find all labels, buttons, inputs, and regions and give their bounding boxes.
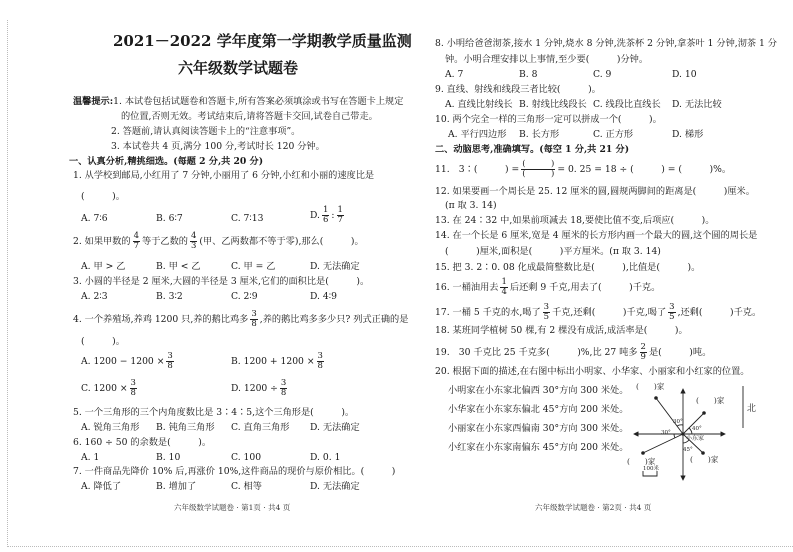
q2-option-d: D. 无法确定 (310, 261, 360, 272)
question-18: 18. 某班同学植树 50 棵,有 2 棵没有成活,成活率是( )。 (435, 325, 688, 336)
q12-text-2: (π 取 3. 14) (445, 200, 497, 211)
question-19: 19. 30 千克比 25 千克多( )%,比 27 吨多 $\frac{2}{9}$ 是( )吨。 (435, 342, 712, 362)
ray-xiaoming (656, 398, 683, 434)
q4-option-d: D. 1200 ÷ $\frac{3}{8}$ (231, 378, 287, 398)
q4-option-a: A. 1200 − 1200 × $\frac{3}{8}$ (81, 351, 173, 371)
q4-blank: ( )。 (81, 336, 125, 347)
q3-option-d: D. 4∶9 (310, 291, 337, 302)
q6-option-d: D. 0. 1 (310, 452, 341, 463)
q1-option-d: D. $\frac{1}{6}$ : $\frac{1}{7}$ (310, 205, 343, 225)
q1-blank: ( )。 (81, 191, 125, 202)
section-1-heading: 一、认真分析,精挑细选。(每题 2 分,共 20 分) (69, 156, 264, 167)
q4-text: 4. 一个养殖场,养鸡 1200 只,养的鹅比鸡多 $\frac{3}{8}$ ,养的鹅比鸡多多少只? 列式正确的是 (73, 309, 409, 329)
q20-desc-1: 小明家在小东家北偏西 30°方向 300 米处。 (448, 385, 629, 396)
q9-option-b: B. 射线比线段长 (519, 99, 587, 110)
tip-2: 2. 答题前,请认真阅读答题卡上的“注意事项”。 (111, 126, 301, 137)
angle-45-se: 45° (683, 447, 693, 453)
q20-text: 20. 根据下面的描述,在右图中标出小明家、小华家、小丽家和小红家的位置。 (435, 366, 750, 377)
exam-title: 2021－2022 学年度第一学期教学质量监测 (113, 32, 412, 50)
q3-option-a: A. 2∶3 (81, 291, 108, 302)
q20-desc-2: 小华家在小东家东偏北 45°方向 200 米处。 (448, 404, 629, 415)
q10-option-b: B. 长方形 (519, 129, 560, 140)
q6-option-c: C. 100 (231, 452, 262, 463)
q6-option-a: A. 1 (81, 452, 100, 463)
q5-text: 5. 一个三角形的三个内角度数比是 3∶4∶5,这个三角形是( )。 (73, 407, 355, 418)
house-label-sw: ( )家 (627, 457, 656, 466)
angle-30-nw: 30° (673, 419, 683, 425)
q8-text: 8. 小明给爸爸沏茶,接水 1 分钟,烧水 8 分钟,洗茶杯 2 分钟,拿茶叶 1 分钟,沏茶 1 分 (435, 38, 777, 49)
q10-text: 10. 两个完全一样的三角形一定可以拼成一个( )。 (435, 114, 662, 125)
q10-option-c: C. 正方形 (593, 129, 634, 140)
q8-text-2: 钟。小明合理安排以上事情,至少要( )分钟。 (445, 54, 649, 65)
page-1-footer: 六年级数学试题卷 · 第1页 · 共4 页 (174, 503, 291, 512)
q2-option-a: A. 甲 > 乙 (81, 261, 126, 272)
q1-option-c: C. 7∶13 (231, 213, 264, 224)
q14-text-2: ( )厘米,面积是( )平方厘米。(π 取 3. 14) (445, 246, 661, 257)
q4-option-c: C. 1200 × $\frac{3}{8}$ (81, 378, 136, 398)
q1-option-a: A. 7∶6 (81, 213, 108, 224)
question-16: 16. 一桶油用去 $\frac{1}{4}$ 后还剩 9 千克,用去了( )千克。 (435, 277, 661, 297)
q3-option-c: C. 2∶9 (231, 291, 258, 302)
q7-option-d: D. 无法确定 (310, 481, 360, 492)
q8-option-c: C. 9 (593, 69, 612, 80)
scale-label: 100米 (643, 466, 659, 472)
q9-option-d: D. 无法比较 (672, 99, 722, 110)
q6-text: 6. 160 ÷ 50 的余数是( )。 (73, 437, 212, 448)
question-14: 14. 在一个长是 6 厘米,宽是 4 厘米的长方形内画一个最大的圆,这个圆的周长是 (435, 230, 758, 241)
section-2-heading: 二、动脑思考,准确填写。(每空 1 分,共 21 分) (435, 144, 630, 155)
tip-3: 3. 本试卷共 4 页,满分 100 分,考试时长 120 分钟。 (111, 141, 325, 152)
q9-option-a: A. 直线比射线长 (445, 99, 513, 110)
q10-option-a: A. 平行四边形 (448, 129, 507, 140)
house-label-se: ( )家 (690, 455, 719, 464)
bottom-margin (7, 546, 793, 547)
question-17: 17. 一桶 5 千克的水,喝了 $\frac{3}{5}$ 千克,还剩( )千克,喝了 $\frac{3}{5}$ ,还剩( )千克。 (435, 302, 762, 322)
q5-option-a: A. 锐角三角形 (81, 422, 140, 433)
tip-1: 1. 本试卷包括试题卷和答题卡,所有答案必须填涂或书写在答题卡上规定 (113, 96, 404, 107)
question-11: 11. 3∶( ) = ( ) ( ) = 0. 25 = 18 ÷ ( ) = ( )%。 (435, 159, 732, 179)
angle-30-sw: 30° (661, 430, 671, 436)
binding-margin (7, 20, 8, 545)
direction-diagram (620, 378, 790, 493)
tip-1b: 的位置,否则无效。考试结束后,请将答题卡交回,试卷自己带走。 (121, 111, 378, 122)
q9-text: 9. 直线、射线和线段三者比较( )。 (435, 84, 601, 95)
q7-option-b: B. 增加了 (156, 481, 197, 492)
q4-option-b: B. 1200 + 1200 × $\frac{3}{8}$ (231, 351, 323, 371)
center-label: 小东家 (686, 435, 705, 442)
q9-option-c: C. 线段比直线长 (593, 99, 661, 110)
q5-option-c: C. 直角三角形 (231, 422, 290, 433)
q2-option-c: C. 甲 = 乙 (231, 261, 276, 272)
question-12: 12. 如果要画一个周长是 25. 12 厘米的圆,圆规两脚间的距离是( )厘米。 (435, 186, 755, 197)
q2-option-b: B. 甲 < 乙 (156, 261, 201, 272)
q7-option-a: A. 降低了 (81, 481, 122, 492)
house-label-nw: ( )家 (636, 382, 665, 391)
exam-subtitle: 六年级数学试题卷 (178, 59, 299, 77)
q1-text: 1. 从学校到邮局,小红用了 7 分钟,小丽用了 6 分钟,小红和小丽的速度比是 (73, 170, 375, 181)
q7-option-c: C. 相等 (231, 481, 262, 492)
q10-option-d: D. 梯形 (672, 129, 704, 140)
q2-text: 2. 如果甲数的 $\frac{4}{7}$ 等于乙数的 $\frac{4}{3}$ (甲、乙两数都不等于零),那么( )。 (73, 231, 364, 251)
q5-option-b: B. 钝角三角形 (156, 422, 215, 433)
q8-option-d: D. 10 (672, 69, 697, 80)
question-13: 13. 在 24∶32 中,如果前项减去 18,要使比值不变,后项应( )。 (435, 215, 715, 226)
question-15: 15. 把 3. 2∶0. 08 化成最简整数比是( ),比值是( )。 (435, 262, 701, 273)
house-label-ne: ( )家 (696, 396, 725, 405)
q8-option-a: A. 7 (445, 69, 464, 80)
q8-option-b: B. 8 (519, 69, 538, 80)
page-2-footer: 六年级数学试题卷 · 第2页 · 共4 页 (535, 503, 652, 512)
q20-desc-3: 小丽家在小东家西偏南 30°方向 300 米处。 (448, 423, 629, 434)
q3-option-b: B. 3∶2 (156, 291, 183, 302)
north-label: 北 (747, 404, 757, 414)
q7-text: 7. 一件商品先降价 10% 后,再涨价 10%,这件商品的现价与原价相比。( ) (73, 466, 396, 477)
tips (73, 96, 403, 108)
q5-option-d: D. 无法确定 (310, 422, 360, 433)
q20-desc-4: 小红家在小东家南偏东 45°方向 200 米处。 (448, 442, 629, 453)
q6-option-b: B. 10 (156, 452, 181, 463)
ray-xiaoli (643, 434, 683, 453)
q1-option-b: B. 6∶7 (156, 213, 183, 224)
tips-label: 温馨提示: (73, 96, 114, 107)
q3-text: 3. 小圆的半径是 2 厘米,大圆的半径是 3 厘米,它们的面积比是( )。 (73, 276, 370, 287)
angle-40-ne: 40° (692, 426, 702, 432)
